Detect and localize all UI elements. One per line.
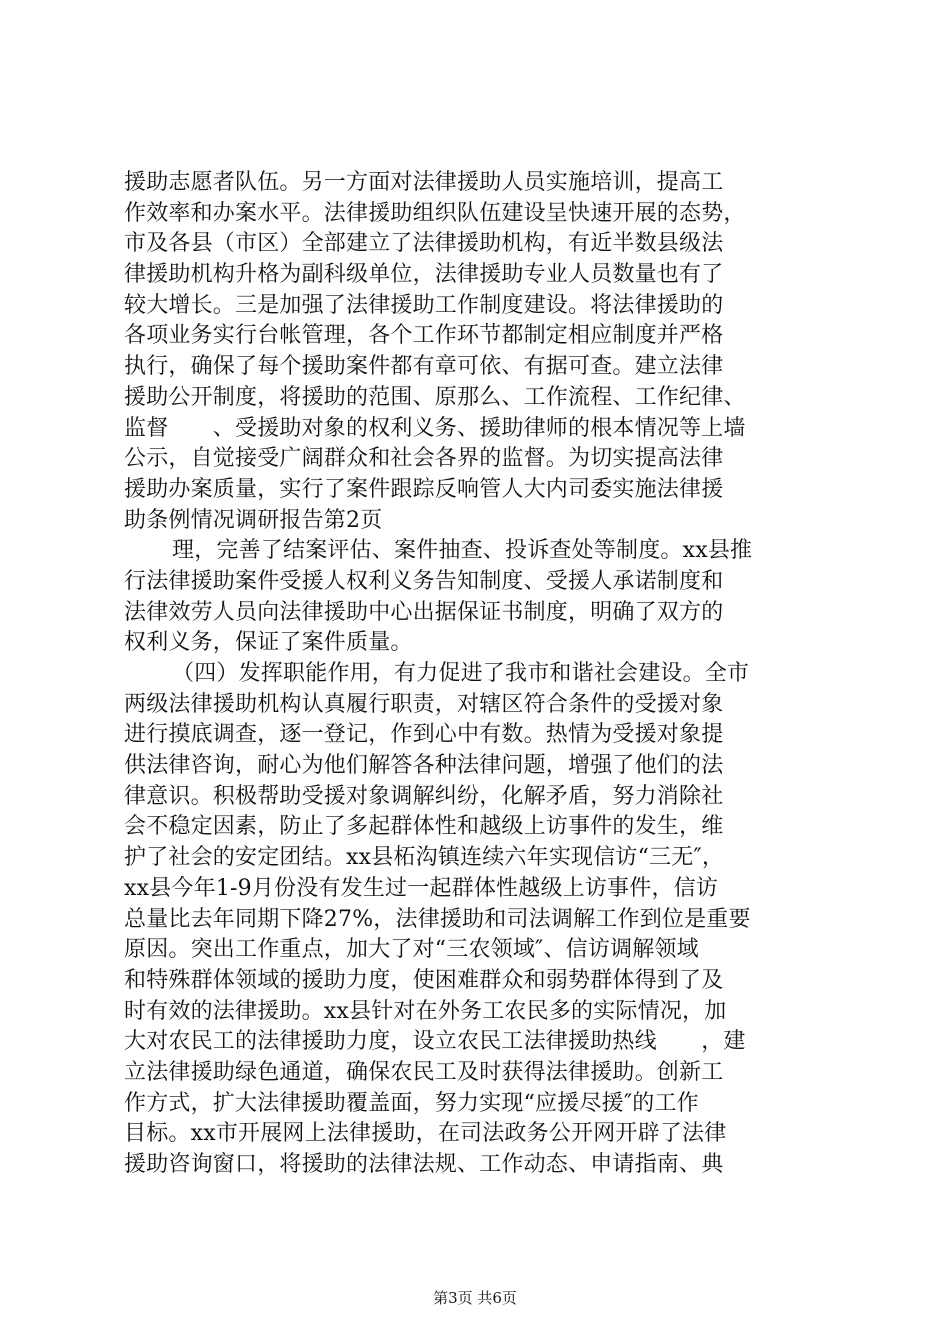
text-line: 监督 、受援助对象的权利义务、援助律师的根本情况等上墙	[124, 415, 746, 441]
text-line: 和特殊群体领域的援助力度，使困难群众和弱势群体得到了及	[124, 967, 724, 993]
text-line: 供法律咨询，耐心为他们解答各种法律问题，增强了他们的法	[124, 753, 724, 779]
text-line: 护了社会的安定团结。xx县柘沟镇连续六年实现信访“三无″，	[124, 845, 725, 871]
text-line: 执行，确保了每个援助案件都有章可依、有据可查。建立法律	[124, 354, 724, 380]
text-line: 两级法律援助机构认真履行职责，对辖区符合条件的受援对象	[124, 691, 724, 717]
text-line: 援助志愿者队伍。另一方面对法律援助人员实施培训，提高工	[124, 170, 724, 195]
text-line: 会不稳定因素，防止了多起群体性和越级上访事件的发生，维	[124, 814, 724, 840]
text-line: 总量比去年同期下降27%，法律援助和司法调解工作到位是重要	[124, 906, 751, 932]
text-line: 理，完善了结案评估、案件抽查、投诉查处等制度。xx县推	[172, 538, 753, 564]
page-footer	[0, 1287, 950, 1308]
page-number: 第3页 共6页	[433, 1289, 517, 1307]
text-line: 律援助机构升格为副科级单位，法律援助专业人员数量也有了	[124, 262, 724, 288]
text-line: 大对农民工的法律援助力度，设立农民工法律援助热线 ，建	[124, 1029, 746, 1055]
text-line: 律意识。积极帮助受援对象调解纠纷，化解矛盾，努力消除社	[124, 783, 724, 809]
text-line: 较大增长。三是加强了法律援助工作制度建设。将法律援助的	[124, 292, 724, 318]
text-line: xx县今年1-9月份没有发生过一起群体性越级上访事件，信访	[124, 875, 719, 901]
text-line: 助条例情况调研报告第2页	[124, 507, 383, 533]
text-line: 作方式，扩大法律援助覆盖面，努力实现“应援尽援″的工作	[124, 1090, 699, 1116]
section-heading-line: （四）发挥职能作用，有力促进了我市和谐社会建设。全市	[172, 661, 750, 686]
text-line: 原因。突出工作重点，加大了对“三农领域″、信访调解领域	[124, 937, 699, 963]
text-line: 援助公开制度，将援助的范围、原那么、工作流程、工作纪律、	[124, 384, 746, 410]
text-line: 公示，自觉接受广阔群众和社会各界的监督。为切实提高法律	[124, 446, 724, 472]
text-line: 法律效劳人员向法律援助中心出据保证书制度，明确了双方的	[124, 599, 724, 625]
text-line: 目标。xx市开展网上法律援助，在司法政务公开网开辟了法律	[124, 1121, 727, 1147]
text-line: 立法律援助绿色通道，确保农民工及时获得法律援助。创新工	[124, 1059, 724, 1085]
body-text	[124, 168, 844, 1181]
text-line: 进行摸底调查，逐一登记，作到心中有数。热情为受援对象提	[124, 722, 724, 748]
text-line: 作效率和办案水平。法律援助组织队伍建设呈快速开展的态势，	[124, 200, 746, 226]
text-line: 市及各县（市区）全部建立了法律援助机构，有近半数县级法	[124, 231, 724, 257]
text-line: 各项业务实行台帐管理，各个工作环节都制定相应制度并严格	[124, 323, 724, 349]
text-line: 援助咨询窗口，将援助的法律法规、工作动态、申请指南、典	[124, 1152, 724, 1177]
text-line: 援助办案质量，实行了案件跟踪反响管人大内司委实施法律援	[124, 476, 724, 502]
text-line: 时有效的法律援助。xx县针对在外务工农民多的实际情况，加	[124, 998, 727, 1024]
text-line: 权利义务，保证了案件质量。	[124, 630, 413, 656]
text-line: 行法律援助案件受援人权利义务告知制度、受援人承诺制度和	[124, 568, 724, 594]
